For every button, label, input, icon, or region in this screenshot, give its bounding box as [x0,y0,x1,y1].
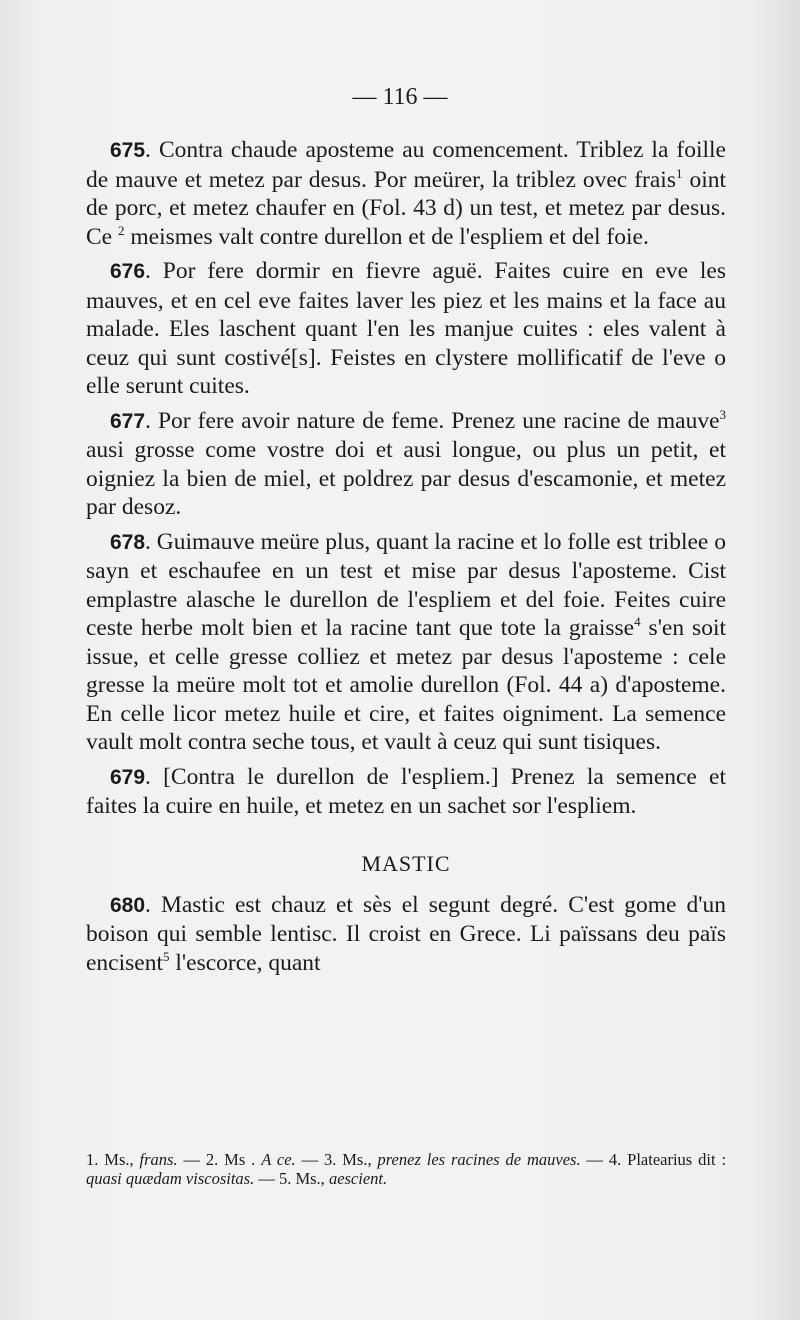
footnote-2: — 2. Ms . [177,1150,262,1169]
paragraph-text: . Por fere dormir en fievre aguë. Faites cuire en eve les mauves, et en cel eve faites laver les piez et les mains et la face au malade. Eles laschent quant l'en les manjue cuites : eles valent à ceuz qui sunt costivé[s]. Feistes en clystere mollificatif de l'eve o elle serunt cuites. [86,258,726,399]
paragraph-text: meismes valt contre durellon et de l'espliem et del foie. [124,223,649,250]
footnote-4: — 4. Platearius dit : [580,1150,727,1169]
paragraph-676 [86,257,726,401]
footnotes [86,1150,726,1188]
section-title: MASTIC [361,850,451,876]
footnote-5: — 5. Ms., [254,1169,329,1188]
paragraph-number: 676 [110,260,146,283]
paragraph-678 [86,528,726,757]
footnote-5-italic: aescient. [328,1169,388,1188]
paragraph-679 [86,763,726,821]
footnote-ref: 4 [634,614,641,630]
paragraph-675 [86,136,726,251]
paragraph-number: 675 [110,139,146,162]
paragraph-text: . [Contra le durellon de l'espliem.] Prenez la semence et faites la cuire en huile, et metez en un sachet sor l'espliem. [86,763,726,819]
paragraph-text: . Por fere avoir nature de feme. Prenez une racine de mauve [145,407,720,434]
footnote-ref: 5 [163,948,170,964]
paragraph-number: 680 [110,893,146,917]
footnote-ref: 3 [719,406,726,422]
page-number: — 116 — [352,84,448,110]
paragraph-number: 677 [110,409,146,433]
paragraph-text: l'escorce, quant [169,949,321,976]
paragraph-677 [86,407,726,522]
paragraph-number: 678 [110,530,146,554]
paragraph-text: oint de porc, et metez chaufer en (Fol. 43 d) un test, et metez par desus. Ce [86,166,727,250]
footnote-3: — 3. Ms., [295,1150,378,1169]
paragraph-680 [86,891,726,978]
footnote-ref: 1 [675,165,683,181]
paragraph-text: . Guimauve meüre plus, quant la racine et lo folle est triblee o sayn et eschaufee en un test et mise par desus l'aposteme. Cist emplastre alasche le durellon de l'espliem et del foie. Feites cuire ceste herbe molt bien et la racine tant que tote la graisse [86,528,726,641]
paragraph-text: s'en soit issue, et celle gresse colliez et metez par desus l'aposteme : cele gresse la meüre molt tot et amolie durellon (Fol. 44 a) d'aposteme. En celle licor metez huile et cire, et faites oigniment. La semence vault molt contra seche tous, et vault à ceuz qui sunt tisiques. [86,615,727,755]
paragraph-text: . Mastic est chauz et sès el segunt degré. C'est gome d'un boison qui semble lentisc. Il croist en Grece. Li païssans deu païs encisent [86,891,726,976]
paragraph-text: . Contra chaude aposteme au comencement. Triblez la foille de mauve et metez par desus. Por meürer, la triblez ovec frais [86,137,726,193]
footnote-2-italic: A ce. [261,1150,296,1169]
main-text [86,136,726,983]
footnote-4-italic: quasi quædam viscositas. [86,1169,255,1188]
paragraph-text: ausi grosse come vostre doi et ausi longue, ou plus un petit, et oigniez la bien de miel, et poldrez par desus d'escamonie, et metez par desoz. [86,437,726,520]
paragraph-number: 679 [110,765,146,789]
footnote-3-italic: prenez les racines de mauves. [377,1150,581,1169]
footnote-1-italic: frans. [139,1150,178,1169]
footnote-ref: 2 [117,222,125,238]
footnote-1: 1. Ms., [86,1150,140,1169]
